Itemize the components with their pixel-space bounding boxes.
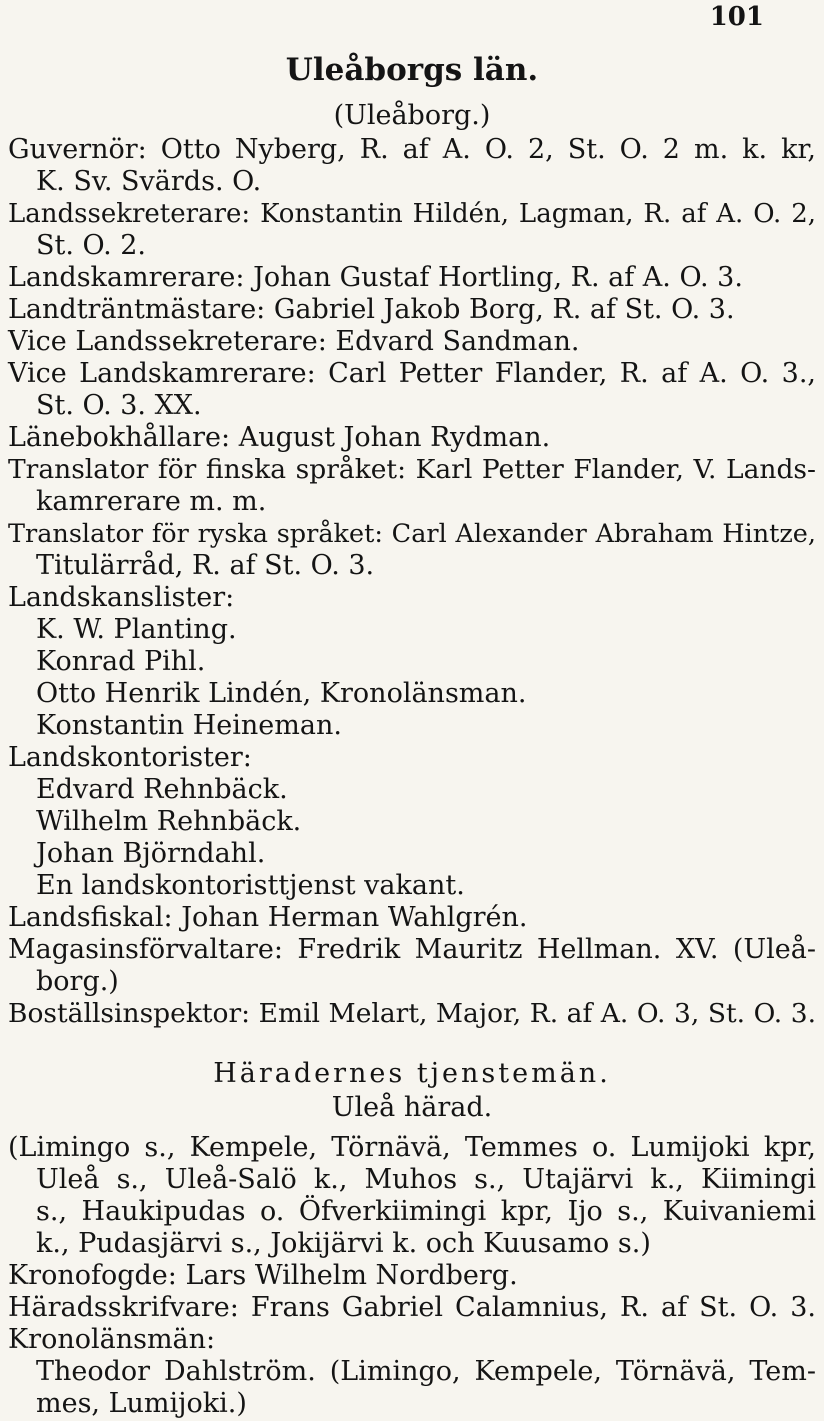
text-line: Kronolänsmän: bbox=[8, 1324, 216, 1355]
text-line: St. O. 2. bbox=[36, 230, 146, 261]
text-line: St. O. 3. XX. bbox=[36, 390, 202, 421]
text-line: Landskamrerare: Johan Gustaf Hortling, R. af A. O. 3. bbox=[8, 262, 743, 293]
text-line: Häradsskrifvare: Frans Gabriel Calamnius, R. af St. O. 3. bbox=[8, 1292, 816, 1323]
text-line: Landskontorister: bbox=[8, 742, 252, 773]
text-line: Johan Björndahl. bbox=[36, 838, 266, 869]
text-line: Translator för finska språket: Karl Petter Flander, V. Lands- bbox=[8, 454, 816, 485]
text-line: borg.) bbox=[36, 966, 119, 997]
text-line: Titulärråd, R. af St. O. 3. bbox=[36, 550, 375, 581]
text-line: Vice Landskamrerare: Carl Petter Flander, R. af A. O. 3., bbox=[8, 358, 816, 389]
text-line: Länebokhållare: August Johan Rydman. bbox=[8, 422, 551, 453]
text-line: Konrad Pihl. bbox=[36, 646, 206, 677]
text-line: Kronofogde: Lars Wilhelm Nordberg. bbox=[8, 1260, 518, 1291]
page-title: Uleåborgs län. bbox=[285, 52, 539, 88]
text-line: Magasinsförvaltare: Fredrik Mauritz Hellman. XV. (Uleå- bbox=[8, 934, 816, 965]
page-subtitle: (Uleåborg.) bbox=[333, 100, 491, 131]
text-line: Otto Henrik Lindén, Kronolänsman. bbox=[36, 678, 527, 709]
text-line: Edvard Rehnbäck. bbox=[36, 774, 288, 805]
text-line: k., Pudasjärvi s., Jokijärvi k. och Kuusamo s.) bbox=[36, 1228, 651, 1259]
text-line: Vice Landssekreterare: Edvard Sandman. bbox=[8, 326, 580, 357]
text-line: Uleå s., Uleå-Salö k., Muhos s., Utajärvi k., Kiimingi bbox=[36, 1164, 816, 1195]
page-number: 101 bbox=[709, 2, 764, 32]
text-line: Landsfiskal: Johan Herman Wahlgrén. bbox=[8, 902, 528, 933]
text-line: Wilhelm Rehnbäck. bbox=[36, 806, 302, 837]
text-line: Konstantin Heineman. bbox=[36, 710, 342, 741]
text-line: Translator för ryska språket: Carl Alexander Abraham Hintze, bbox=[8, 519, 816, 549]
text-line: Guvernör: Otto Nyberg, R. af A. O. 2, St. O. 2 m. k. kr, bbox=[8, 134, 816, 165]
text-line: Theodor Dahlström. (Limingo, Kempele, Törnävä, Tem- bbox=[36, 1356, 816, 1387]
text-line: Boställsinspektor: Emil Melart, Major, R. af A. O. 3, St. O. 3. bbox=[8, 998, 816, 1029]
text-line: Landträntmästare: Gabriel Jakob Borg, R. af St. O. 3. bbox=[8, 294, 735, 325]
section-subheading: Uleå härad. bbox=[331, 1092, 493, 1123]
text-line: Landskanslister: bbox=[8, 582, 235, 613]
text-line: K. Sv. Svärds. O. bbox=[36, 166, 262, 197]
text-line: Landssekreterare: Konstantin Hildén, Lagman, R. af A. O. 2, bbox=[8, 199, 816, 229]
text-line: (Limingo s., Kempele, Törnävä, Temmes o. Lumijoki kpr, bbox=[8, 1132, 816, 1163]
text-line: kamrerare m. m. bbox=[36, 486, 267, 517]
text-line: s., Haukipudas o. Öfverkiimingi kpr, Ijo s., Kuivaniemi bbox=[36, 1196, 816, 1227]
text-line: K. W. Planting. bbox=[36, 614, 237, 645]
text-line: En landskontoristtjenst vakant. bbox=[36, 870, 465, 901]
section-heading: Häradernes tjenstemän. bbox=[213, 1058, 611, 1089]
text-line: mes, Lumijoki.) bbox=[36, 1388, 247, 1419]
